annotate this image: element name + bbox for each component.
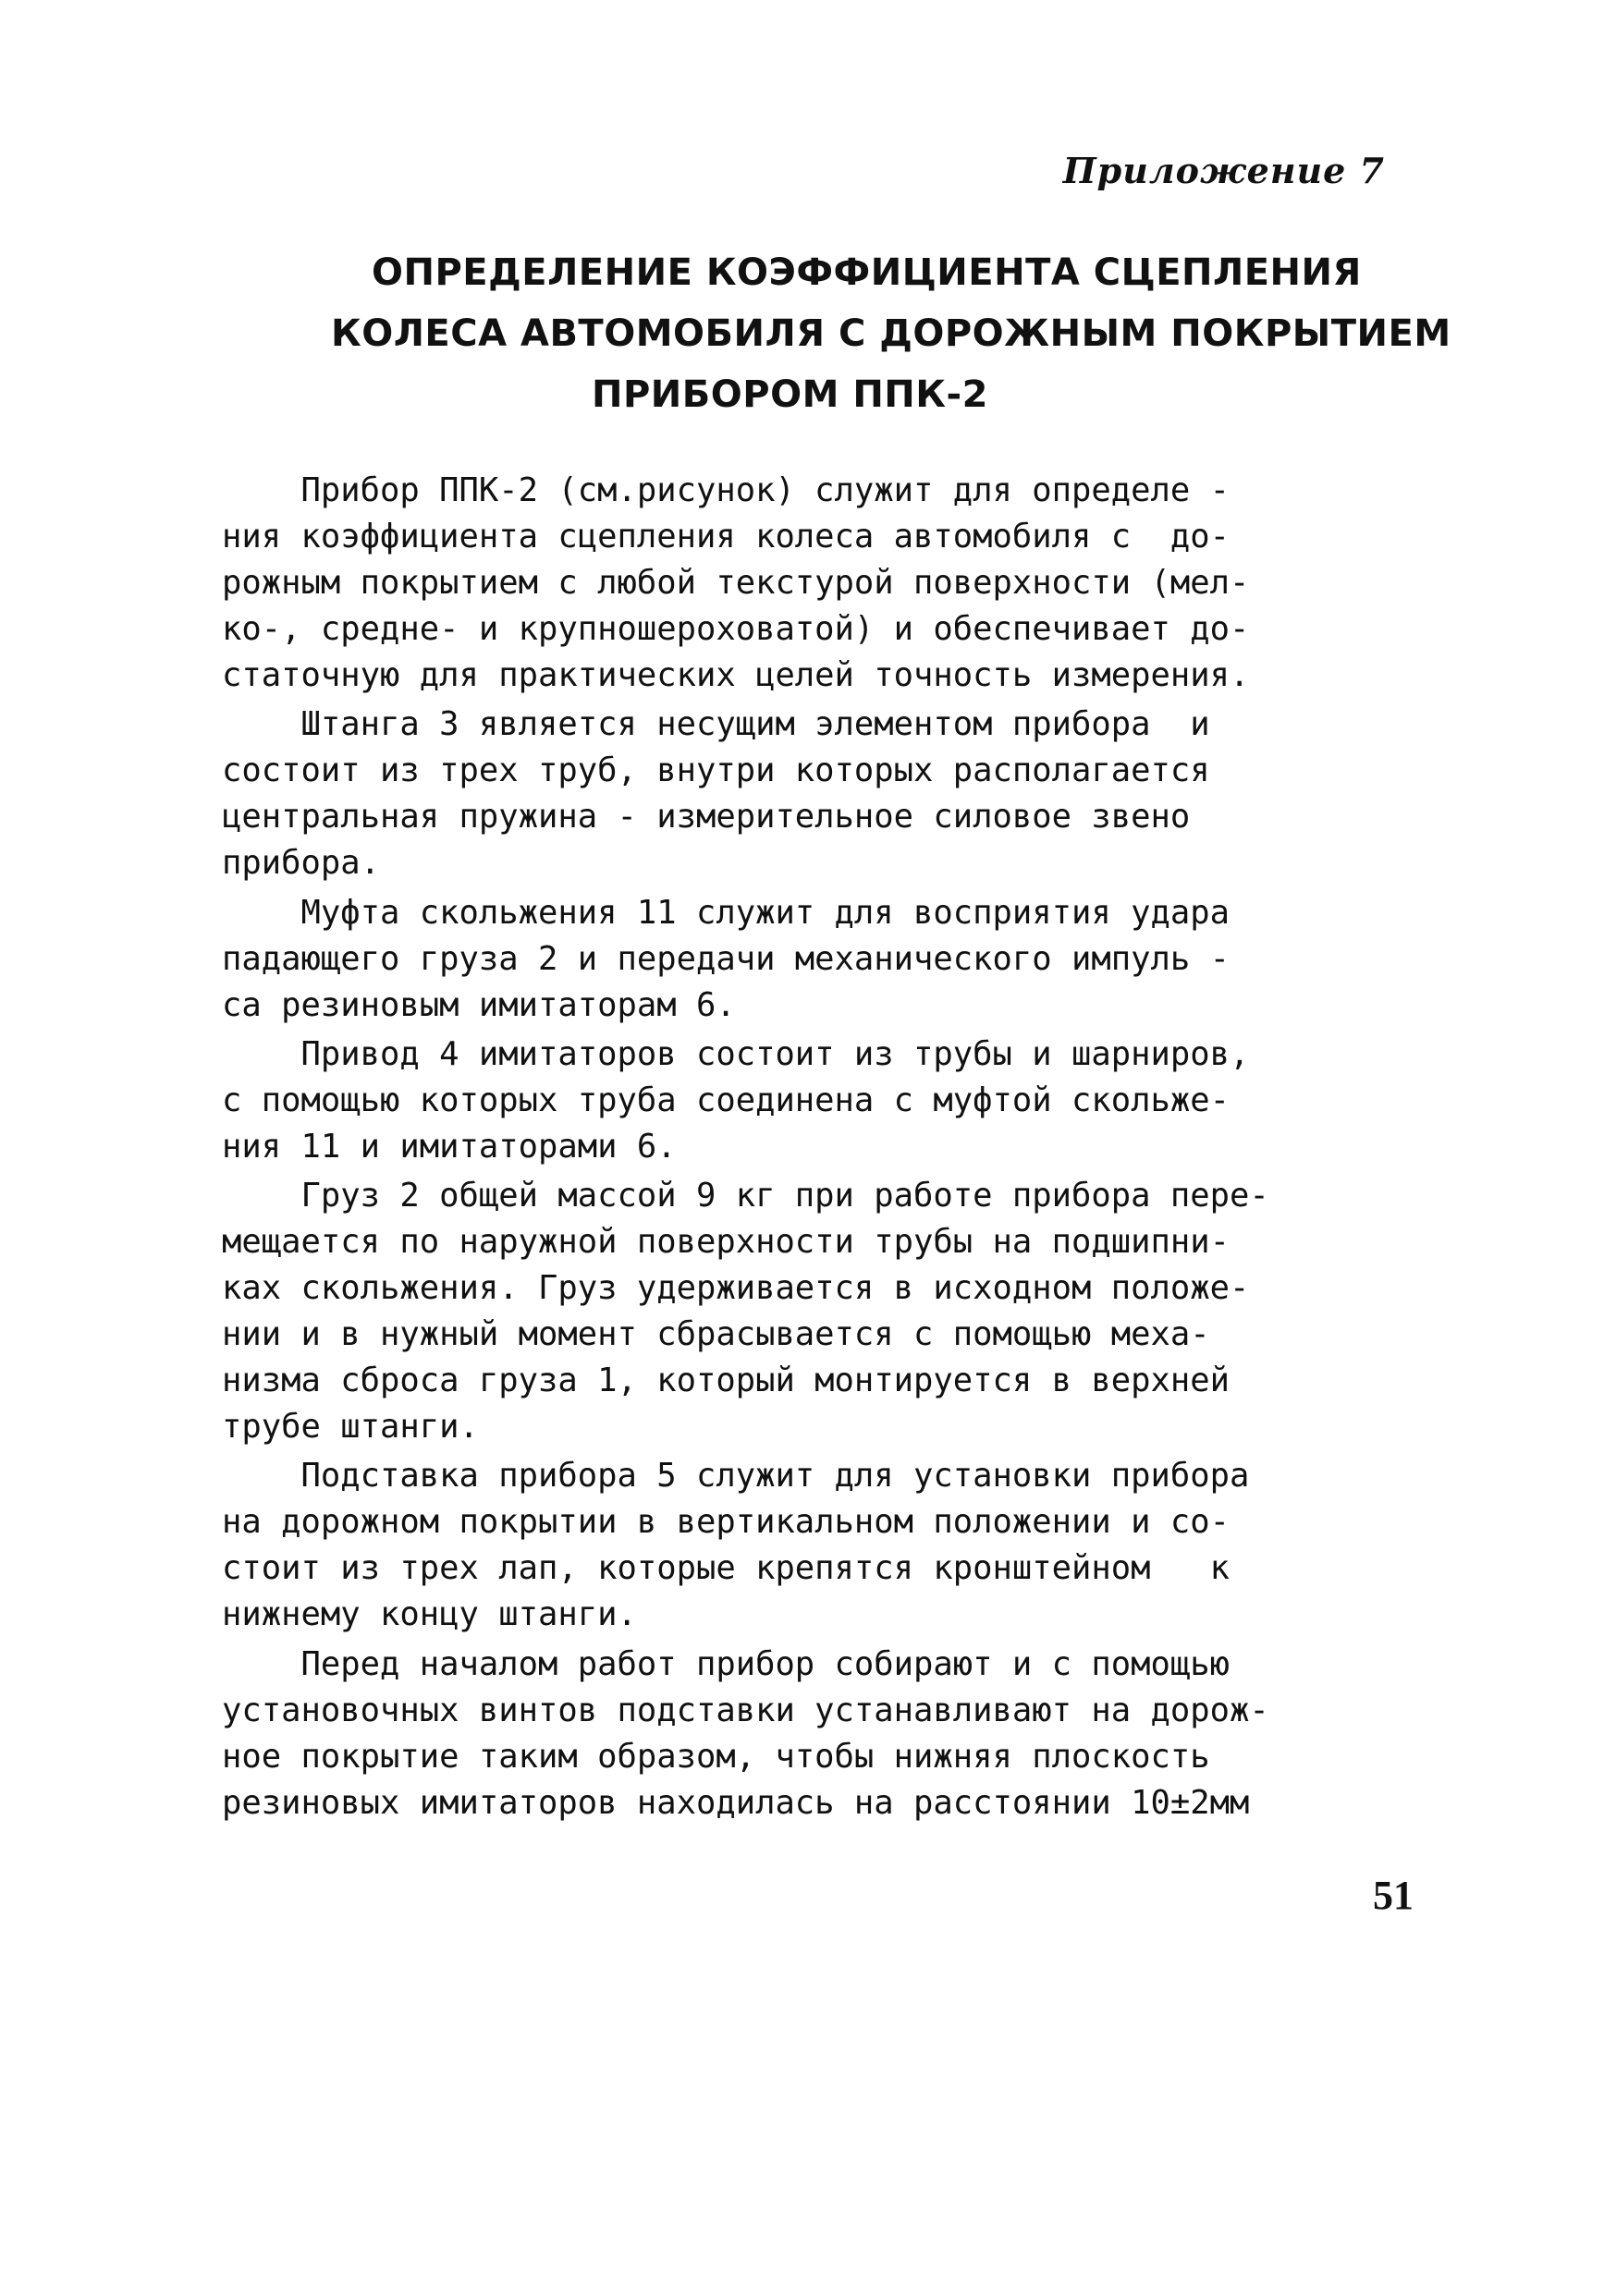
text-line: трубе штанги. <box>222 1408 479 1447</box>
text-line: центральная пружина - измерительное силовое звено <box>222 798 1191 837</box>
text-line: ко-, средне- и крупношероховатой) и обеспечивает до- <box>222 610 1250 648</box>
text-line: резиновых имитаторов находилась на расстоянии 10±2мм <box>222 1783 1250 1822</box>
text-line: рожным покрытием с любой текстурой поверхности (мел- <box>222 564 1250 602</box>
text-line: стоит из трех лап, которые крепятся кронштейном к <box>222 1549 1231 1588</box>
title-line: КОЛЕСА АВТОМОБИЛЯ С ДОРОЖНЫМ ПОКРЫТИЕМ <box>331 312 1451 355</box>
paragraph <box>222 890 1424 1029</box>
paragraph <box>222 1173 1424 1450</box>
paragraph <box>222 1032 1424 1170</box>
text-line: Прибор ППК-2 (см.рисунок) служит для определе - <box>222 471 1231 509</box>
text-line: прибора. <box>222 844 380 883</box>
text-line: Штанга 3 является несущим элементом прибора и <box>222 705 1210 744</box>
paragraph <box>222 1453 1424 1638</box>
text-line: мещается по наружной поверхности трубы на подшипни- <box>222 1223 1231 1262</box>
text-line: ках скольжения. Груз удерживается в исходном положе- <box>222 1269 1250 1308</box>
appendix-label: Приложение 7 <box>1062 150 1385 191</box>
paragraph <box>222 702 1424 886</box>
text-line: Муфта скольжения 11 служит для восприятия удара <box>222 893 1231 932</box>
text-line: низма сброса груза 1, который монтируется в верхней <box>222 1362 1231 1400</box>
title-line: ПРИБОРОМ ППК-2 <box>592 373 988 416</box>
text-line: Привод 4 имитаторов состоит из трубы и шарниров, <box>222 1034 1250 1073</box>
title-line: ОПРЕДЕЛЕНИЕ КОЭФФИЦИЕНТА СЦЕПЛЕНИЯ <box>372 251 1362 294</box>
paragraph <box>222 468 1424 699</box>
text-line: падающего груза 2 и передачи механического импуль - <box>222 939 1231 978</box>
page-number: 51 <box>1373 1873 1414 1918</box>
text-line: на дорожном покрытии в вертикальном положении и со- <box>222 1503 1231 1542</box>
text-line: ния коэффициента сцепления колеса автомобиля с до- <box>222 518 1231 556</box>
text-line: са резиновым имитаторам 6. <box>222 985 736 1024</box>
text-line: Груз 2 общей массой 9 кг при работе прибора пере- <box>222 1177 1269 1215</box>
text-line: Перед началом работ прибор собирают и с помощью <box>222 1644 1231 1683</box>
text-line: статочную для практических целей точность измерения. <box>222 656 1250 694</box>
paragraph <box>222 1642 1424 1826</box>
body-text <box>222 468 1424 1829</box>
text-line: нии и в нужный момент сбрасывается с помощью меха- <box>222 1315 1210 1354</box>
text-line: состоит из трех труб, внутри которых располагается <box>222 751 1210 790</box>
text-line: Подставка прибора 5 служит для установки прибора <box>222 1457 1250 1496</box>
text-line: установочных винтов подставки устанавливают на дорож- <box>222 1691 1269 1729</box>
text-line: с помощью которых труба соединена с муфтой скольже- <box>222 1081 1231 1119</box>
document-title <box>314 242 1451 425</box>
text-line: нижнему концу штанги. <box>222 1595 637 1634</box>
text-line: ния 11 и имитаторами 6. <box>222 1127 677 1166</box>
text-line: ное покрытие таким образом, чтобы нижняя плоскость <box>222 1737 1210 1776</box>
